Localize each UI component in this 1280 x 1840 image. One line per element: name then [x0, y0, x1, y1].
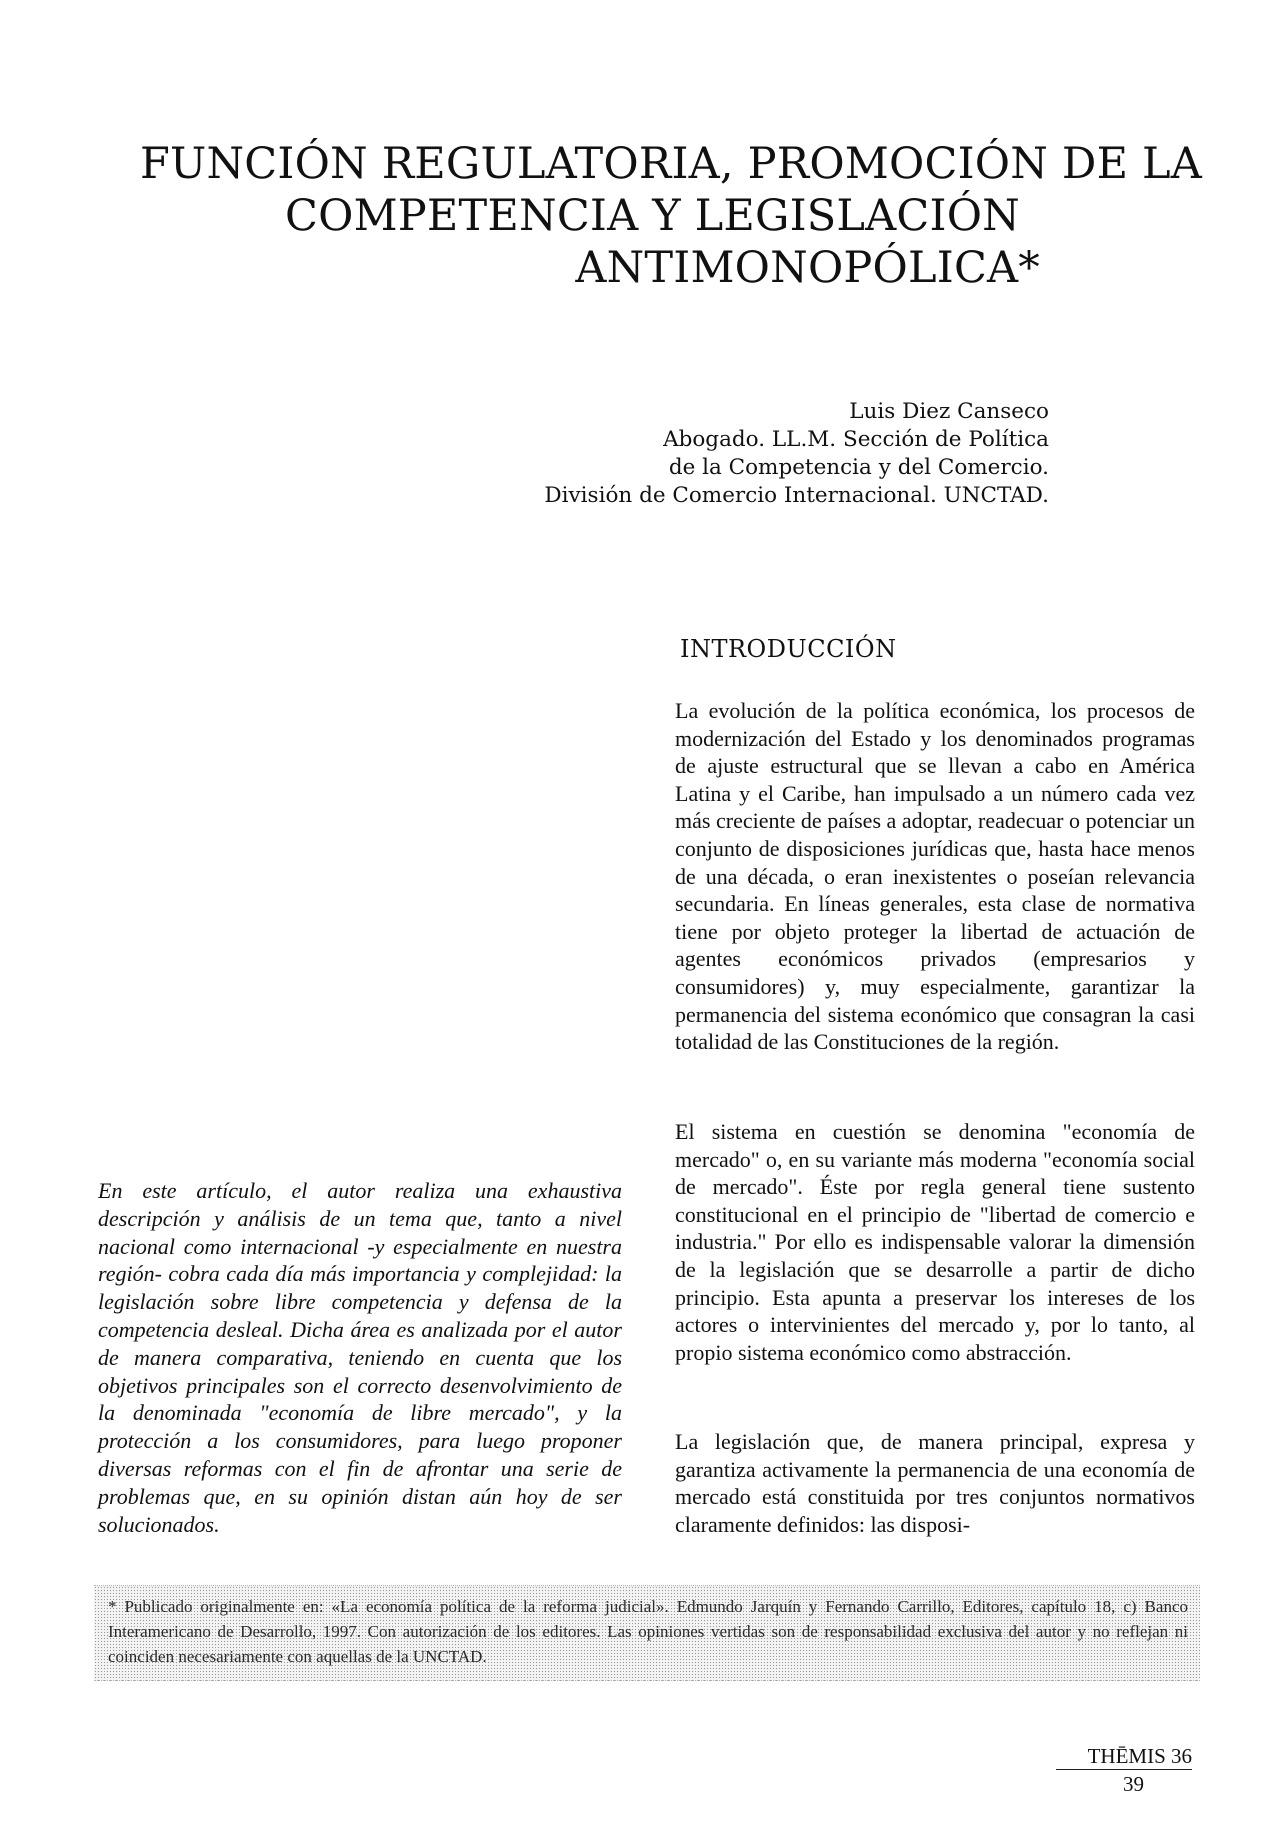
- page-number: 39: [1123, 1772, 1144, 1796]
- title-line-3: ANTIMONOPÓLICA*: [575, 243, 1040, 293]
- footnote: * Publicado originalmente en: «La economía política de la reforma judicial». Edmundo Jarquín y Fernando Carrillo, Editores, capítulo 18, c) Banco Interamericano de Desarrollo, 1997. Con autorización de los editores. Las opiniones vertidas son de responsabilidad exclusiva del autor y no reflejan ni coinciden necesariamente con aquellas de la UNCTAD.: [94, 1585, 1200, 1681]
- author-affiliation-3: División de Comercio Internacional. UNCTAD.: [544, 483, 1049, 508]
- author-affiliation-2: de la Competencia y del Comercio.: [668, 455, 1049, 480]
- title-line-2: COMPETENCIA Y LEGISLACIÓN: [285, 191, 1020, 241]
- body-paragraph-2: El sistema en cuestión se denomina "economía de mercado" o, en su variante más moderna "economía social de mercado". Éste por regla general tiene sustento constitucional en el principio de "libertad de comercio e industria." Por ello es indispensable valorar la dimensión de la legislación que se desarrolle a partir de dicho principio. Esta apunta a preservar los intereses de los actores o intervinientes del mercado y, por lo tanto, al propio sistema económico como abstracción.: [675, 1119, 1195, 1365]
- body-paragraph-3: La legislación que, de manera principal, expresa y garantiza activamente la permanencia de una economía de mercado está constituida por tres conjuntos normativos claramente definidos: las disposi-: [675, 1429, 1195, 1537]
- body-paragraph-1: La evolución de la política económica, los procesos de modernización del Estado y los denominados programas de ajuste estructural que se llevan a cabo en América Latina y el Caribe, han impulsado a un número cada vez más creciente de países a adoptar, readecuar o potenciar un conjunto de disposiciones jurídicas que, hasta hace menos de una década, o eran inexistentes o poseían relevancia secundaria. En líneas generales, esta clase de normativa tiene por objeto proteger la libertad de actuación de agentes económicos privados (empresarios y consumidores) y, muy especialmente, garantizar la permanencia del sistema económico que consagran la casi totalidad de las Constituciones de la región.: [675, 698, 1195, 1055]
- author-affiliation-1: Abogado. LL.M. Sección de Política: [663, 427, 1049, 452]
- section-heading-introduccion: INTRODUCCIÓN: [680, 635, 897, 663]
- abstract-summary: En este artículo, el autor realiza una exhaustiva descripción y análisis de un tema que, tanto a nivel nacional como internacional -y especialmente en nuestra región- cobra cada día más importancia y complejidad: la legislación sobre libre competencia y defensa de la competencia desleal. Dicha área es analizada por el autor de manera comparativa, teniendo en cuenta que los objetivos principales son el correcto desenvolvimiento de la denominada "economía de libre mercado", y la protección a los consumidores, para luego proponer diversas reformas con el fin de afrontar una serie de problemas que, en su opinión distan aún hoy de ser solucionados.: [98, 1178, 622, 1537]
- author-name: Luis Diez Canseco: [849, 399, 1049, 424]
- author-block: [544, 398, 1049, 510]
- article-title: [140, 138, 1203, 294]
- journal-name: THĒMIS 36: [1056, 1744, 1192, 1770]
- title-line-1: FUNCIÓN REGULATORIA, PROMOCIÓN DE LA: [140, 139, 1203, 189]
